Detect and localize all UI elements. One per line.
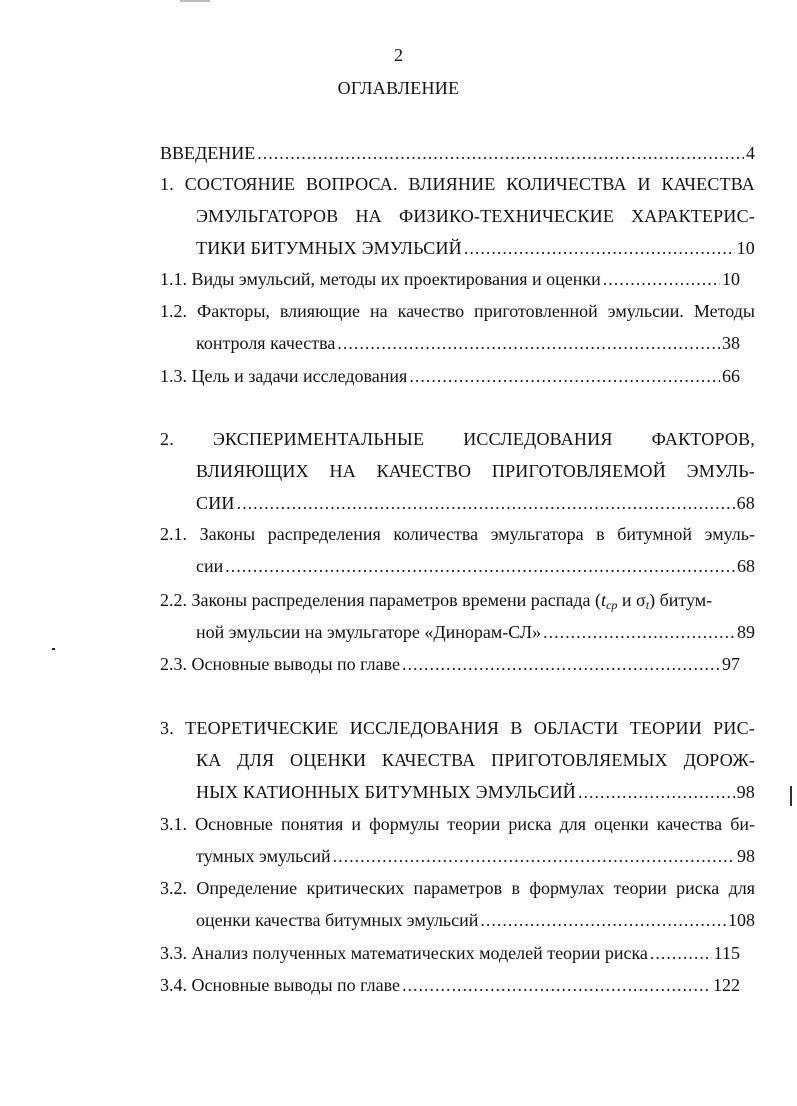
toc-page-number: 68 (736, 493, 755, 513)
toc-page-number: 97 (722, 654, 740, 674)
toc-entry-text: 3. ТЕОРЕТИЧЕСКИЕ ИССЛЕДОВАНИЯ В ОБЛАСТИ ТЕОРИИ РИС- (160, 718, 755, 738)
toc-text-part: и (617, 590, 637, 610)
toc-entry-text: 2.1. Законы распределения количества эмульгатора в битумной эмуль- (160, 524, 755, 544)
toc-section-3-2-line2 (196, 908, 755, 932)
page-number: 2 (394, 45, 403, 65)
scan-artifact-edge (790, 786, 792, 806)
toc-section-2-2-line1 (160, 588, 755, 612)
toc-entry-text: КА ДЛЯ ОЦЕНКИ КАЧЕСТВА ПРИГОТОВЛЯЕМЫХ ДОРОЖ- (196, 750, 755, 770)
toc-page-number: 89 (737, 622, 755, 642)
toc-entry-text: 1.3. Цель и задачи исследования (160, 366, 408, 386)
toc-section-1-1 (160, 267, 740, 291)
leader-dots (402, 652, 720, 676)
toc-word: ФАКТОРОВ, (651, 429, 755, 449)
toc-entry-text: 2.3. Основные выводы по главе (160, 654, 400, 674)
toc-entry-text: ВВЕДЕНИЕ (160, 143, 256, 163)
symbol-t: t (601, 590, 607, 610)
toc-section-3-4 (160, 973, 740, 997)
toc-word: ЭКСПЕРИМЕНТАЛЬНЫЕ (212, 429, 425, 449)
toc-page-number: 108 (728, 910, 755, 930)
leader-dots (402, 973, 711, 997)
scan-artifact-top (180, 0, 210, 2)
toc-title: ОГЛАВЛЕНИЕ (337, 78, 460, 98)
leader-dots (225, 554, 735, 578)
leader-dots (650, 941, 712, 965)
toc-page-number: 10 (736, 238, 755, 258)
toc-entry-text: 3.4. Основные выводы по главе (160, 975, 400, 995)
leader-dots (237, 491, 735, 515)
toc-entry-text: НЫХ КАТИОННЫХ БИТУМНЫХ ЭМУЛЬСИЙ (196, 782, 576, 802)
toc-word: ИССЛЕДОВАНИЯ (463, 429, 613, 449)
toc-section-1-3 (160, 364, 740, 388)
leader-dots (409, 364, 720, 388)
toc-page-number: 38 (722, 333, 740, 353)
toc-page-number: 98 (736, 782, 755, 802)
symbol-sigma: σ (636, 590, 646, 610)
toc-section-2-1-line2 (196, 554, 755, 578)
toc-entry-text: 3.1. Основные понятия и формулы теории риска для оценки качества би- (160, 814, 755, 834)
toc-chapter-1-line1 (160, 172, 755, 196)
toc-page-number: 115 (713, 943, 740, 963)
toc-entry-text: тумных эмульсий (196, 846, 331, 866)
toc-entry-text: оценки качества битумных эмульсий (196, 910, 479, 930)
toc-page-number: 66 (722, 366, 740, 386)
leader-dots (337, 331, 720, 355)
leader-dots (543, 620, 735, 644)
toc-entry-text: 1.2. Факторы, влияющие на качество приготовленной эмульсии. Методы (160, 301, 755, 321)
toc-page-number: 98 (737, 846, 755, 866)
leader-dots (464, 236, 735, 260)
toc-entry-text: сии (196, 556, 224, 576)
leader-dots (333, 844, 735, 868)
leader-dots (578, 780, 735, 804)
toc-entry-text: СИИ (196, 493, 235, 513)
toc-text-part: ) битум- (649, 590, 713, 610)
toc-page-number: 10 (722, 269, 740, 289)
toc-entry-text: 1.1. Виды эмульсий, методы их проектирования и оценки (160, 269, 601, 289)
toc-section-2-2-line2 (196, 620, 755, 644)
toc-chapter-3-line1 (160, 716, 755, 740)
toc-entry-text: ЭМУЛЬГАТОРОВ НА ФИЗИКО-ТЕХНИЧЕСКИЕ ХАРАКТЕРИС- (196, 206, 755, 226)
toc-entry-text: ВЛИЯЮЩИХ НА КАЧЕСТВО ПРИГОТОВЛЯЕМОЙ ЭМУЛЬ- (196, 461, 755, 481)
toc-section-2-1-line1 (160, 522, 755, 546)
toc-entry-text: 3.3. Анализ полученных математических моделей теории риска (160, 943, 648, 963)
toc-section-1-2-line1 (160, 299, 755, 323)
toc-section-3-1-line1 (160, 812, 755, 836)
toc-section-1-2-line2 (196, 331, 740, 355)
leader-dots (603, 267, 720, 291)
toc-page-number: 68 (737, 556, 755, 576)
toc-chapter-2-line2 (196, 459, 755, 483)
toc-chapter-1-line2 (196, 204, 755, 228)
toc-entry-intro (160, 141, 755, 165)
toc-chapter-2-line3 (196, 491, 755, 515)
symbol-sigma-subscript: t (645, 598, 650, 612)
toc-section-2-3 (160, 652, 740, 676)
toc-entry-text (160, 588, 712, 617)
toc-entry-text: ТИКИ БИТУМНЫХ ЭМУЛЬСИЙ (196, 238, 462, 258)
chapter-number: 2. (160, 429, 174, 449)
toc-page-number: 4 (746, 143, 755, 163)
toc-section-3-1-line2 (196, 844, 755, 868)
toc-entry-text: ной эмульсии на эмульгаторе «Динорам-СЛ» (196, 622, 542, 642)
toc-chapter-3-line2 (196, 748, 755, 772)
toc-section-3-2-line1 (160, 876, 755, 900)
scan-artifact-speck (52, 648, 55, 650)
toc-entry-text: 3.2. Определение критических параметров в формулах теории риска для (160, 878, 755, 898)
toc-text-part: 2.2. Законы распределения параметров времени распада ( (160, 590, 602, 610)
toc-chapter-1-line3 (196, 236, 755, 260)
symbol-t-subscript: ср (606, 598, 618, 612)
leader-dots (257, 141, 744, 165)
toc-chapter-3-line3 (196, 780, 755, 804)
toc-chapter-2-line1 (160, 427, 755, 451)
toc-section-3-3 (160, 941, 740, 965)
leader-dots (480, 908, 726, 932)
toc-page-number: 122 (713, 975, 740, 995)
toc-entry-text: контроля качества (196, 333, 336, 353)
toc-entry-text: 1. СОСТОЯНИЕ ВОПРОСА. ВЛИЯНИЕ КОЛИЧЕСТВА И КАЧЕСТВА (160, 174, 755, 194)
